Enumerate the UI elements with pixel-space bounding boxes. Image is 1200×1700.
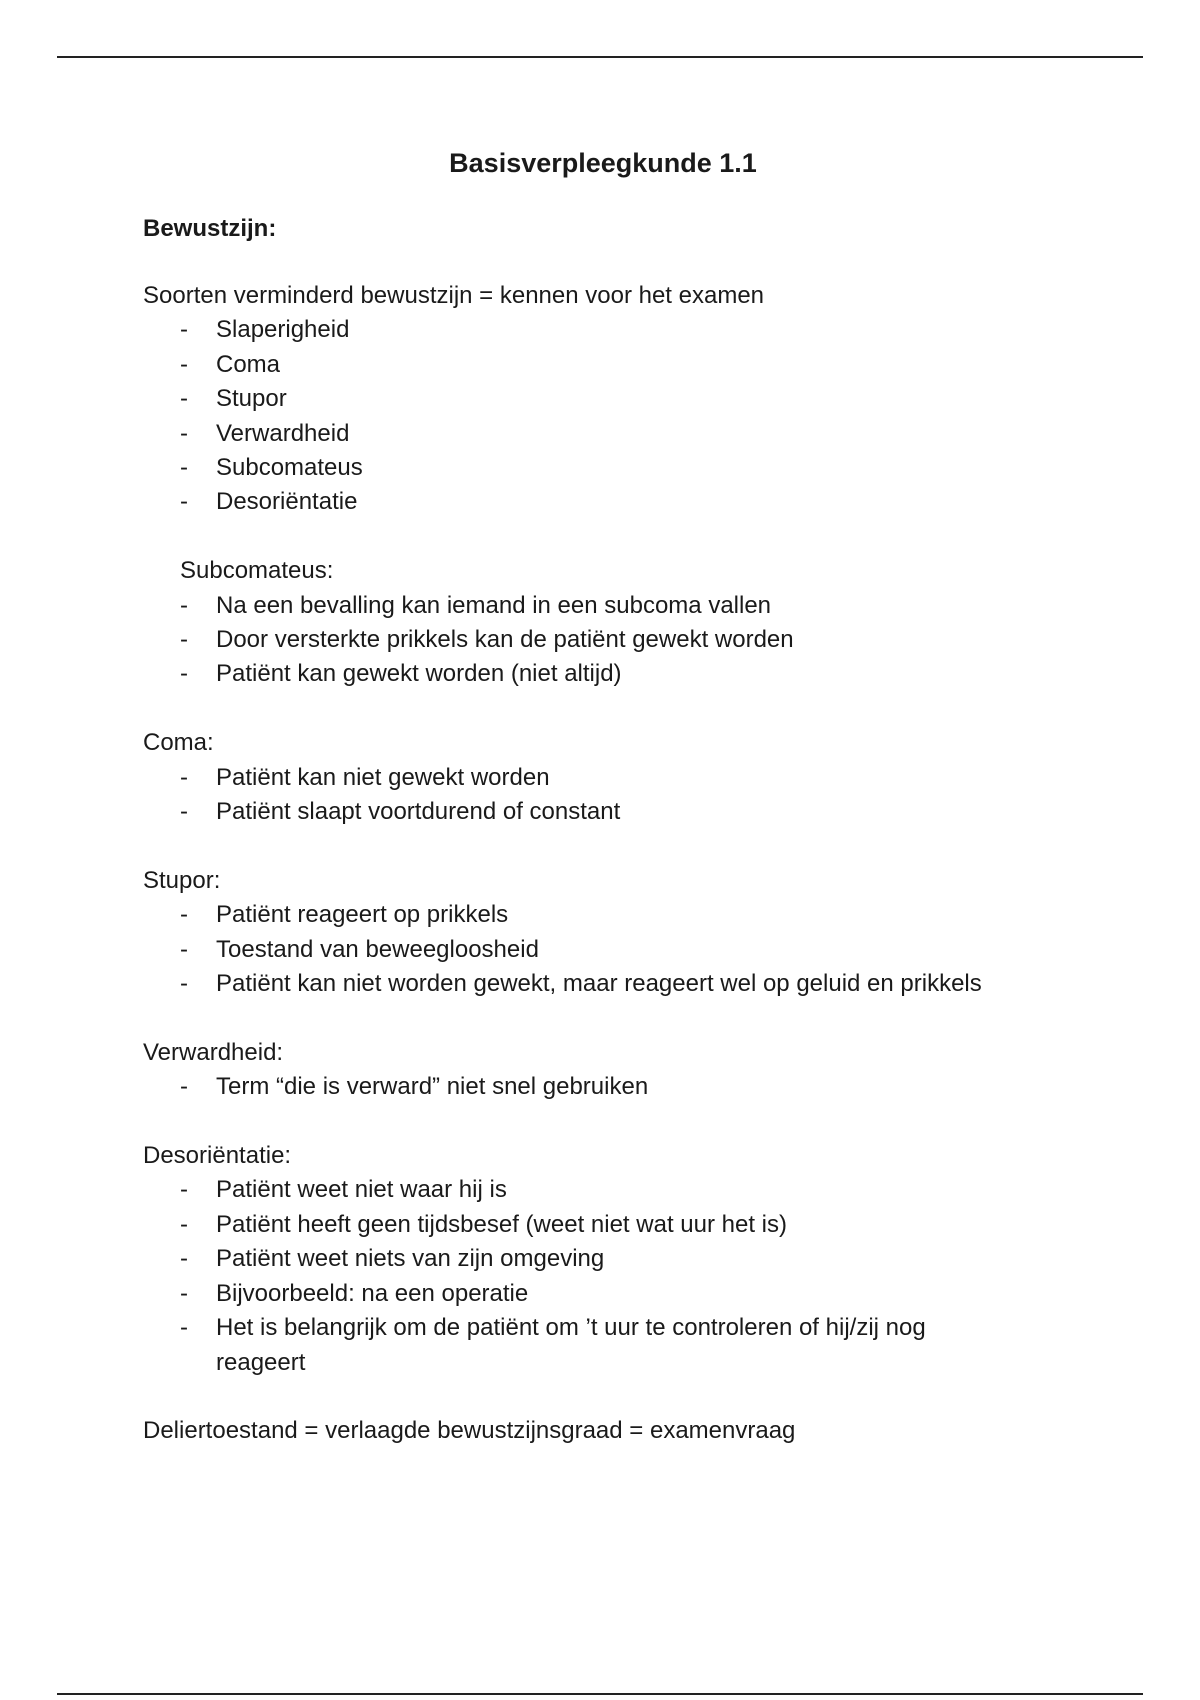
section-heading-bewustzijn: Bewustzijn:	[143, 215, 277, 242]
list-item: - Coma	[180, 350, 281, 378]
list-item: - Toestand van beweegloosheid	[180, 935, 539, 963]
desorientatie-list	[143, 1173, 1063, 1379]
list-item: - Bijvoorbeeld: na een operatie	[180, 1279, 529, 1307]
verwardheid-list	[143, 1070, 1063, 1104]
document-page	[143, 140, 1063, 1449]
document-title: Basisverpleegkunde 1.1	[449, 148, 757, 178]
conclusion-text: Deliertoestand = verlaagde bewustzijnsgraad = examenvraag	[143, 1417, 796, 1445]
list-item: - Term “die is verward” niet snel gebruiken	[180, 1073, 649, 1101]
verwardheid-label: Verwardheid:	[143, 1038, 284, 1066]
stupor-list	[143, 898, 1063, 1001]
list-item: - Patiënt slaapt voortdurend of constant	[180, 798, 621, 826]
subcomateus-label: Subcomateus:	[180, 557, 334, 585]
list-item: - Patiënt reageert op prikkels	[180, 901, 509, 929]
list-item: - Het is belangrijk om de patiënt om ’t uur te controleren of hij/zij nog reageert	[180, 1314, 926, 1376]
stupor-label: Stupor:	[143, 866, 221, 894]
list-item: - Desoriëntatie	[180, 488, 358, 516]
list-item: - Patiënt weet niet waar hij is	[180, 1176, 507, 1204]
list-item: - Na een bevalling kan iemand in een subcoma vallen	[180, 591, 772, 619]
coma-label: Coma:	[143, 729, 214, 757]
list-item: - Slaperigheid	[180, 316, 350, 344]
footer-rule	[57, 1693, 1143, 1695]
list-item: - Patiënt kan niet gewekt worden	[180, 763, 550, 791]
header-rule	[57, 56, 1143, 58]
list-item: - Patiënt kan gewekt worden (niet altijd)	[180, 660, 622, 688]
list-item: - Door versterkte prikkels kan de patiënt gewekt worden	[180, 626, 794, 654]
list-item: - Patiënt weet niets van zijn omgeving	[180, 1245, 605, 1273]
coma-list	[143, 761, 1063, 830]
list-item: - Patiënt heeft geen tijdsbesef (weet niet wat uur het is)	[180, 1210, 787, 1238]
list-item: - Patiënt kan niet worden gewekt, maar reageert wel op geluid en prikkels	[180, 970, 982, 998]
list-item: - Verwardheid	[180, 419, 350, 447]
subcomateus-list	[143, 589, 1063, 692]
list-item: - Subcomateus	[180, 454, 363, 482]
list-item: - Stupor	[180, 385, 287, 413]
desorientatie-label: Desoriëntatie:	[143, 1142, 292, 1170]
types-list	[143, 313, 1063, 519]
intro-text: Soorten verminderd bewustzijn = kennen voor het examen	[143, 282, 765, 309]
